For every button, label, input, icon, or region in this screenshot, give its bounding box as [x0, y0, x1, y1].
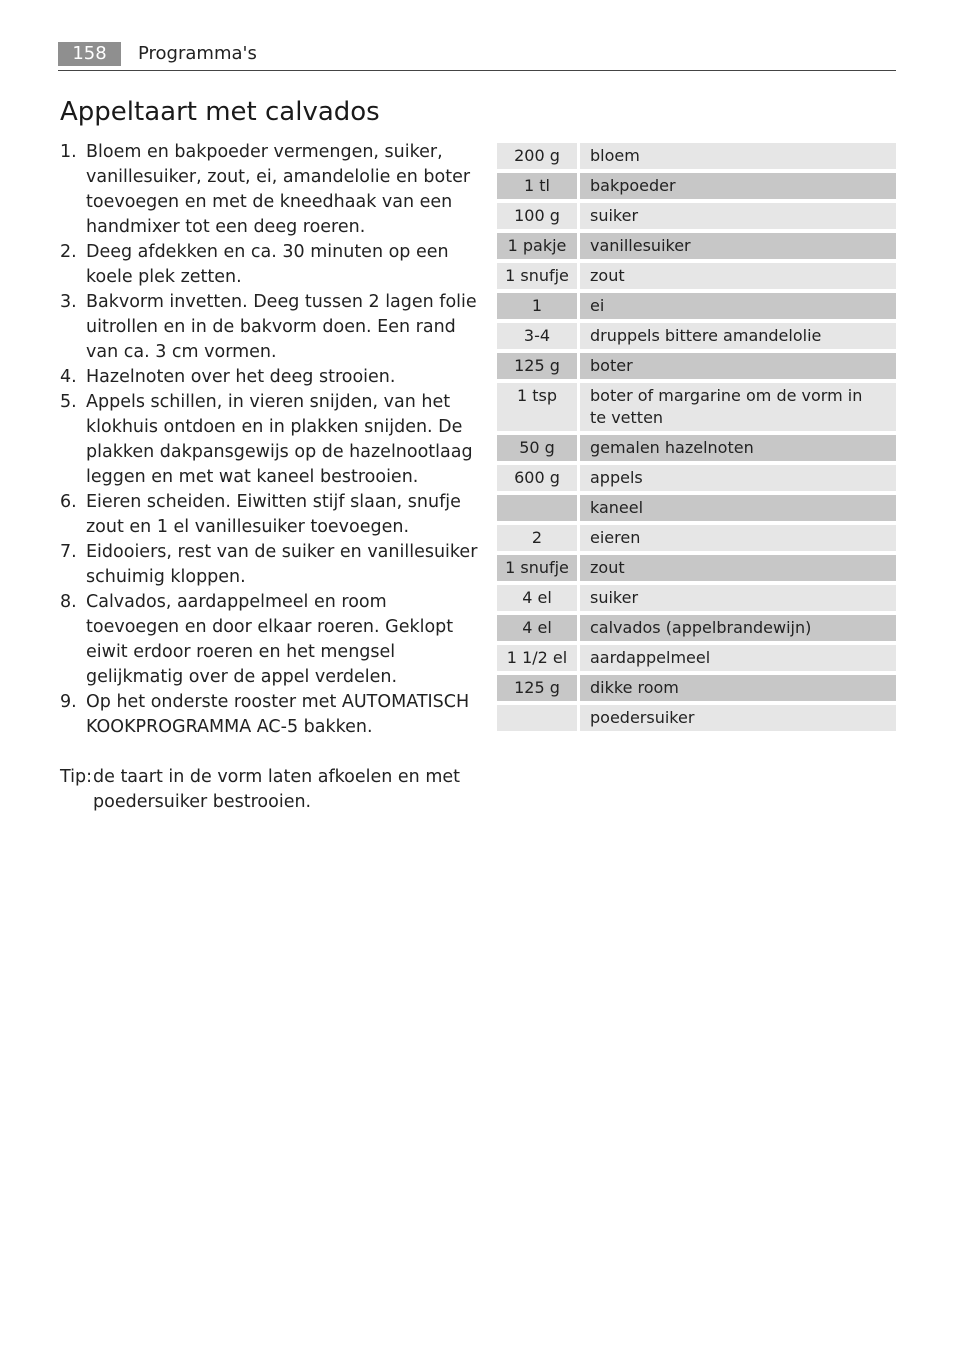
ingredient-row [497, 293, 896, 323]
ingredient-quantity: 1 pakje [497, 233, 580, 263]
ingredient-quantity [497, 705, 580, 735]
ingredient-row [497, 705, 896, 735]
step-text: Eieren scheiden. Eiwitten stijf slaan, snufje zout en 1 el vanillesuiker toevoegen. [86, 492, 461, 537]
ingredient-quantity: 4 el [497, 585, 580, 615]
step-number: 2. [60, 242, 77, 262]
ingredient-quantity: 1 tsp [497, 383, 580, 435]
step-text: Op het onderste rooster met AUTOMATISCH KOOKPROGRAMMA AC-5 bakken. [86, 692, 470, 737]
ingredient-quantity: 600 g [497, 465, 580, 495]
ingredient-row [497, 675, 896, 705]
ingredient-name: zout [580, 263, 896, 293]
ingredient-quantity: 125 g [497, 353, 580, 383]
ingredient-row [497, 203, 896, 233]
ingredient-name: dikke room [580, 675, 896, 705]
ingredient-row [497, 353, 896, 383]
ingredient-row [497, 233, 896, 263]
ingredient-name: boter of margarine om de vorm in te vetten [580, 383, 896, 435]
ingredients-table [497, 143, 896, 735]
ingredient-row [497, 465, 896, 495]
ingredient-row [497, 495, 896, 525]
ingredient-quantity: 4 el [497, 615, 580, 645]
ingredient-name: suiker [580, 585, 896, 615]
tip-note [60, 765, 480, 815]
ingredient-quantity: 1 [497, 293, 580, 323]
ingredient-row [497, 263, 896, 293]
ingredient-name: calvados (appelbrandewijn) [580, 615, 896, 645]
ingredient-name: boter [580, 353, 896, 383]
instruction-step [60, 490, 480, 540]
ingredient-name: druppels bittere amandelolie [580, 323, 896, 353]
tip-text: de taart in de vorm laten afkoelen en met poedersuiker bestrooien. [93, 767, 460, 812]
ingredient-name: bloem [580, 143, 896, 173]
instruction-step [60, 140, 480, 240]
ingredient-quantity: 2 [497, 525, 580, 555]
ingredient-row [497, 323, 896, 353]
ingredient-row [497, 143, 896, 173]
ingredient-name: aardappelmeel [580, 645, 896, 675]
ingredient-quantity: 200 g [497, 143, 580, 173]
ingredient-row [497, 555, 896, 585]
ingredient-quantity: 3-4 [497, 323, 580, 353]
ingredient-row [497, 615, 896, 645]
ingredient-quantity: 100 g [497, 203, 580, 233]
instruction-list [60, 140, 480, 740]
step-number: 1. [60, 142, 77, 162]
step-text: Eidooiers, rest van de suiker en vanillesuiker schuimig kloppen. [86, 542, 478, 587]
ingredient-row [497, 173, 896, 203]
ingredient-quantity [497, 495, 580, 525]
step-number: 9. [60, 692, 77, 712]
ingredient-quantity: 1 tl [497, 173, 580, 203]
ingredient-quantity: 125 g [497, 675, 580, 705]
ingredient-name: kaneel [580, 495, 896, 525]
step-text: Hazelnoten over het deeg strooien. [86, 367, 396, 387]
ingredient-row [497, 645, 896, 675]
instruction-step [60, 365, 480, 390]
ingredient-name: ei [580, 293, 896, 323]
ingredient-name: suiker [580, 203, 896, 233]
instruction-step [60, 240, 480, 290]
page-number: 158 [58, 42, 121, 66]
instruction-step [60, 540, 480, 590]
instruction-step [60, 590, 480, 690]
step-text: Bloem en bakpoeder vermengen, suiker, vanillesuiker, zout, ei, amandelolie en boter toevoegen en met de kneedhaak van een handmixer tot een deeg roeren. [86, 142, 471, 237]
ingredient-name: vanillesuiker [580, 233, 896, 263]
ingredient-quantity: 50 g [497, 435, 580, 465]
instruction-step [60, 690, 480, 740]
section-title: Programma's [138, 43, 257, 64]
step-number: 8. [60, 592, 77, 612]
ingredient-row [497, 435, 896, 465]
recipe-title: Appeltaart met calvados [60, 97, 380, 127]
ingredient-quantity: 1 snufje [497, 555, 580, 585]
step-number: 5. [60, 392, 77, 412]
step-number: 4. [60, 367, 77, 387]
step-number: 6. [60, 492, 77, 512]
instruction-step [60, 390, 480, 490]
ingredient-quantity: 1 snufje [497, 263, 580, 293]
ingredient-name: poedersuiker [580, 705, 896, 735]
step-text: Deeg afdekken en ca. 30 minuten op een koele plek zetten. [86, 242, 449, 287]
step-number: 3. [60, 292, 77, 312]
step-text: Bakvorm invetten. Deeg tussen 2 lagen folie uitrollen en in de bakvorm doen. Een rand van ca. 3 cm vormen. [86, 292, 477, 362]
ingredient-name: eieren [580, 525, 896, 555]
ingredient-name: bakpoeder [580, 173, 896, 203]
ingredient-name: zout [580, 555, 896, 585]
step-text: Appels schillen, in vieren snijden, van het klokhuis ontdoen en in plakken snijden. De plakken dakpansgewijs op de hazelnootlaag leggen en met wat kaneel bestrooien. [86, 392, 473, 487]
ingredient-name: appels [580, 465, 896, 495]
instruction-step [60, 290, 480, 365]
step-text: Calvados, aardappelmeel en room toevoegen en door elkaar roeren. Geklopt eiwit erdoor roeren en het mengsel gelijkmatig over de appel verdelen. [86, 592, 454, 687]
step-number: 7. [60, 542, 77, 562]
tip-label: Tip: [60, 767, 93, 787]
ingredient-name: gemalen hazelnoten [580, 435, 896, 465]
ingredient-row [497, 525, 896, 555]
ingredient-row [497, 585, 896, 615]
ingredient-row [497, 383, 896, 435]
ingredient-quantity: 1 1/2 el [497, 645, 580, 675]
page-header [58, 40, 896, 71]
